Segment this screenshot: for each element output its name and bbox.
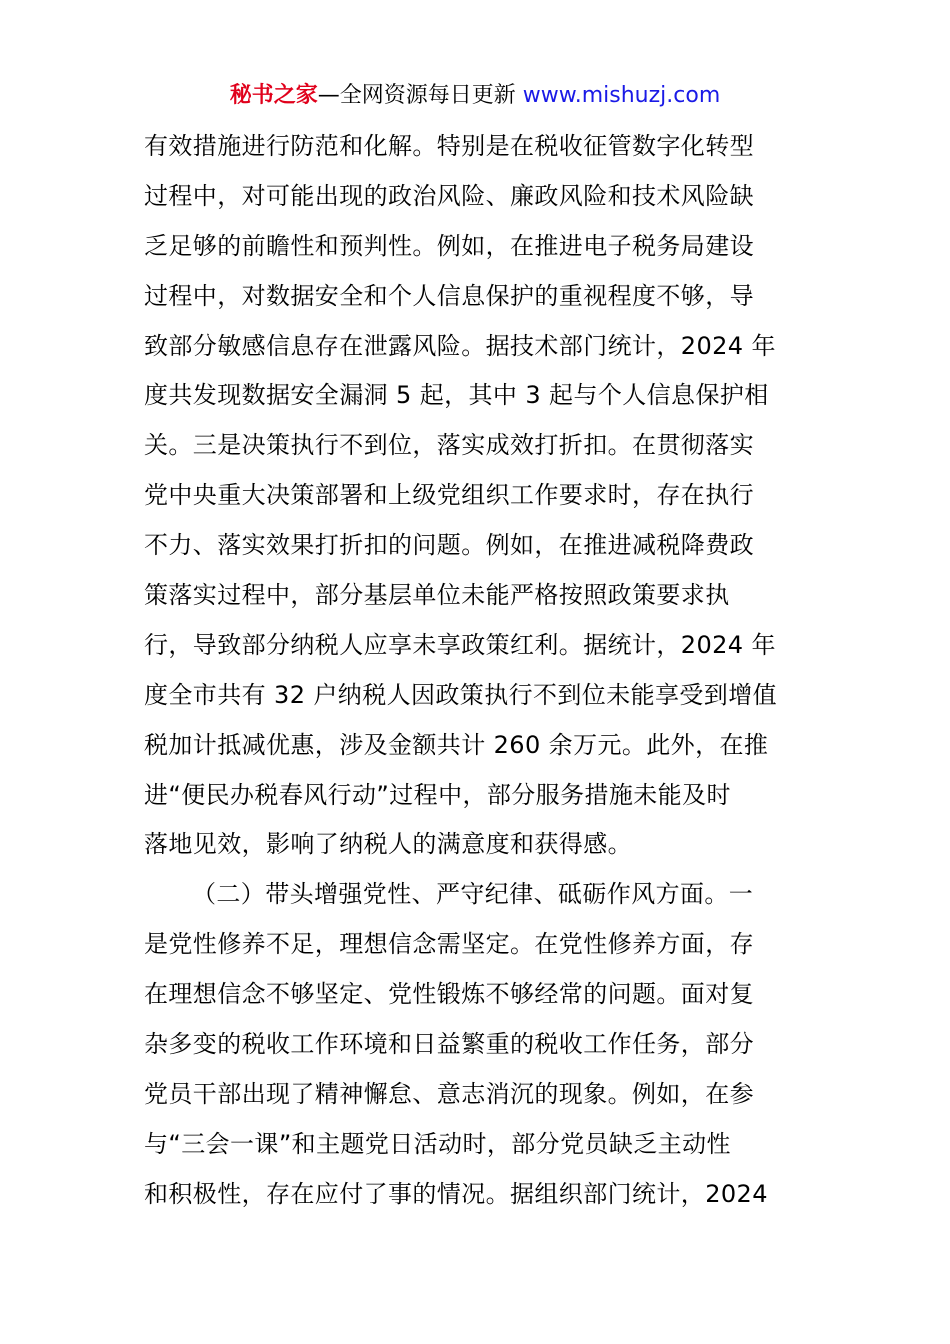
site-tagline: —全网资源每日更新 (317, 83, 516, 108)
text-line: 进“便民办税春风行动”过程中，部分服务措施未能及时 (144, 780, 731, 809)
text-line: 和积极性，存在应付了事的情况。据组织部门统计，2024 (144, 1179, 768, 1208)
document-body (144, 128, 814, 1226)
site-header (0, 80, 950, 112)
text-line: 党员干部出现了精神懈怠、意志消沉的现象。例如，在参 (144, 1079, 754, 1108)
text-line: 行，导致部分纳税人应享未享政策红利。据统计，2024 年 (144, 630, 776, 659)
text-line: 党中央重大决策部署和上级党组织工作要求时，存在执行 (144, 481, 754, 510)
section-heading-line: （二）带头增强党性、严守纪律、砥砺作风方面。一 (192, 880, 754, 909)
text-line: 度全市共有 32 户纳税人因政策执行不到位未能享受到增值 (144, 680, 777, 709)
text-line: 税加计抵减优惠，涉及金额共计 260 余万元。此外，在推 (144, 730, 769, 759)
text-line: 策落实过程中，部分基层单位未能严格按照政策要求执 (144, 581, 730, 610)
text-line: 乏足够的前瞻性和预判性。例如，在推进电子税务局建设 (144, 231, 754, 260)
text-line: 过程中，对数据安全和个人信息保护的重视程度不够，导 (144, 281, 754, 310)
text-line: 致部分敏感信息存在泄露风险。据技术部门统计，2024 年 (144, 331, 776, 360)
text-line: 落地见效，影响了纳税人的满意度和获得感。 (144, 830, 632, 859)
text-line: 与“三会一课”和主题党日活动时，部分党员缺乏主动性 (144, 1129, 731, 1158)
site-url-link[interactable]: www.mishuzj.com (522, 83, 721, 108)
text-line: 是党性修养不足，理想信念需坚定。在党性修养方面，存 (144, 930, 754, 959)
text-line: 不力、落实效果打折扣的问题。例如，在推进减税降费政 (144, 531, 754, 560)
text-line: 关。三是决策执行不到位，落实成效打折扣。在贯彻落实 (144, 431, 754, 460)
site-brand: 秘书之家 (229, 83, 318, 108)
text-line: 有效措施进行防范和化解。特别是在税收征管数字化转型 (144, 132, 754, 160)
text-line: 杂多变的税收工作环境和日益繁重的税收工作任务，部分 (144, 1030, 754, 1059)
text-line: 度共发现数据安全漏洞 5 起，其中 3 起与个人信息保护相 (144, 381, 769, 410)
text-line: 在理想信念不够坚定、党性锻炼不够经常的问题。面对复 (144, 980, 754, 1009)
text-line: 过程中，对可能出现的政治风险、廉政风险和技术风险缺 (144, 181, 754, 210)
